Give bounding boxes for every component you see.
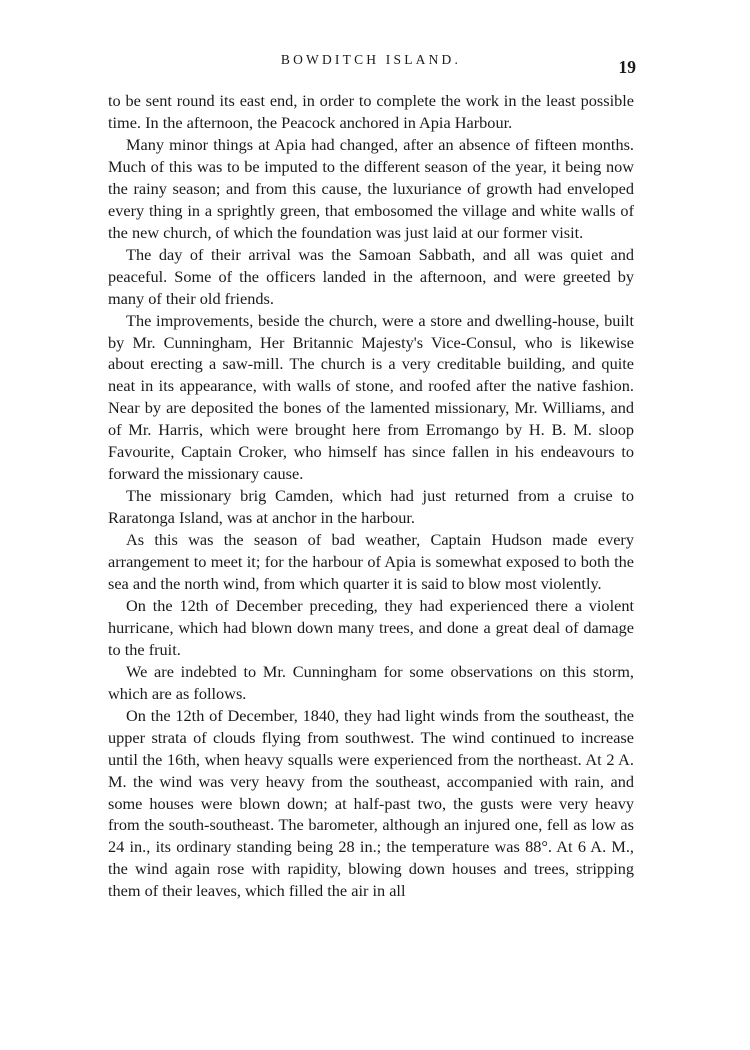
page-number: 19 bbox=[618, 57, 636, 77]
running-title: BOWDITCH ISLAND. bbox=[280, 52, 462, 67]
body-text bbox=[108, 90, 634, 902]
paragraph-hurricane: On the 12th of December preceding, they had experienced there a violent hurricane, which had blown down many trees, and done a great deal of damage to the fruit. bbox=[108, 595, 634, 659]
paragraph-storm-observations: On the 12th of December, 1840, they had light winds from the southeast, the upper strata of clouds flying from southwest. The wind continued to increase until the 16th, when heavy squalls were experienced from the northeast. At 2 A. M. the wind was very heavy from the southeast, accompanied with rain, and some houses were blown down; at half-past two, the gusts were very heavy from the south-southeast. The barometer, although an injured one, fell as low as 24 in., its ordinary standing being 28 in.; the temperature was 88°. At 6 A. M., the wind again rose with rapidity, blowing down houses and trees, stripping them of their leaves, which filled the air in all bbox=[108, 705, 634, 901]
paragraph-bad-weather: As this was the season of bad weather, Captain Hudson made every arrangement to meet it; for the harbour of Apia is somewhat exposed to both the sea and the north wind, from which quarter it is said to blow most violently. bbox=[108, 530, 634, 593]
paragraph-brig-camden: The missionary brig Camden, which had just returned from a cruise to Raratonga Island, was at anchor in the harbour. bbox=[108, 486, 634, 527]
paragraph-samoan-sabbath: The day of their arrival was the Samoan Sabbath, and all was quiet and peaceful. Some of the officers landed in the afternoon, and were greeted by many of their old friends. bbox=[108, 244, 634, 308]
running-head bbox=[108, 52, 634, 78]
paragraph-improvements: The improvements, beside the church, were a store and dwelling-house, built by Mr. Cunningham, Her Britannic Majesty's Vice-Consul, who is likewise about erecting a saw-mill. The church is a very creditable building, and quite neat in its appearance, with walls of stone, and roofed after the native fashion. Near by are deposited the bones of the lamented missionary, Mr. Williams, and of Mr. Harris, which were brought here from Erromango by H. B. M. sloop Favourite, Captain Croker, who himself has since fallen in his endeavours to forward the missionary cause. bbox=[108, 310, 634, 483]
paragraph-continuation: to be sent round its east end, in order to complete the work in the least possible time. In the afternoon, the Peacock anchored in Apia Harbour. bbox=[108, 91, 634, 132]
paragraph-observations-intro: We are indebted to Mr. Cunningham for some observations on this storm, which are as follows. bbox=[108, 661, 634, 703]
paragraph-apia-changes: Many minor things at Apia had changed, after an absence of fifteen months. Much of this was to be imputed to the different season of the year, it being now the rainy season; and from this cause, the luxuriance of growth had enveloped every thing in a sprightly green, that embosomed the village and white walls of the new church, of which the foundation was just laid at our former visit. bbox=[108, 135, 634, 242]
